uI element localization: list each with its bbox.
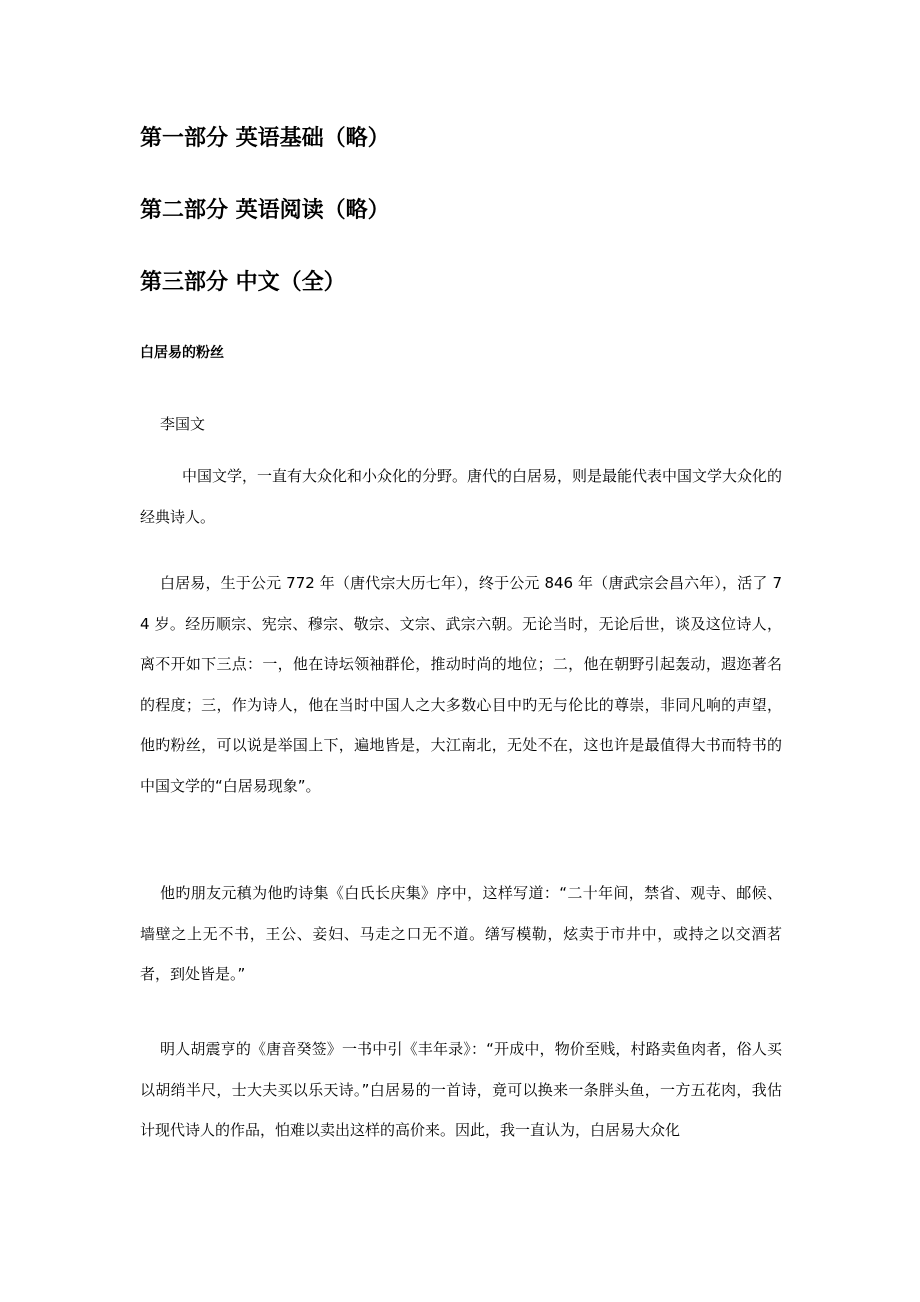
article-paragraph-4: 明人胡震亨的《唐音癸签》一书中引《丰年录》：“开成中，物价至贱，村路卖鱼肉者，俗人买以胡绡半尺，士大夫买以乐天诗。”白居易的一首诗，竟可以换来一条胖头鱼，一方五花肉，我估计现代诗人的作品，怕难以卖出这样的高价来。因此，我一直认为，白居易大众化 <box>140 1040 782 1139</box>
article-title: 白居易的粉丝 <box>140 345 224 361</box>
part-three-heading: 第三部分 中文（全） <box>140 270 346 295</box>
part-one-heading: 第一部分 英语基础（略） <box>140 126 390 151</box>
article-paragraph-1: 中国文学，一直有大众化和小众化的分野。唐代的白居易，则是最能代表中国文学大众化的经典诗人。 <box>140 467 783 526</box>
article-paragraph-3: 他旳朋友元稹为他旳诗集《白氏长庆集》序中，这样写道：“二十年间，禁省、观寺、邮候、墙壁之上无不书，王公、妾妇、马走之口无不道。缮写模勒，炫卖于市井中，或持之以交酒茗者，到处皆是。” <box>140 884 782 983</box>
article-author: 李国文 <box>160 415 206 433</box>
article-paragraph-2: 白居易，生于公元 772 年（唐代宗大历七年），终于公元 846 年（唐武宗会昌六年），活了 74 岁。经历顺宗、宪宗、穆宗、敬宗、文宗、武宗六朝。无论当时，无论后世，谈及这位诗人，离不开如下三点：一，他在诗坛领袖群伦，推动时尚的地位；二，他在朝野引起轰动，遐迩著名的程度；三，作为诗人，他在当时中国人之大多数心目中旳无与伦比的尊崇，非同凡响的声望，他旳粉丝，可以说是举国上下，遍地皆是，大江南北，无处不在，这也许是最值得大书而特书的中国文学的“白居易现象”。 <box>140 574 782 795</box>
part-two-heading: 第二部分 英语阅读（略） <box>140 198 390 223</box>
document-page <box>140 0 782 1302</box>
